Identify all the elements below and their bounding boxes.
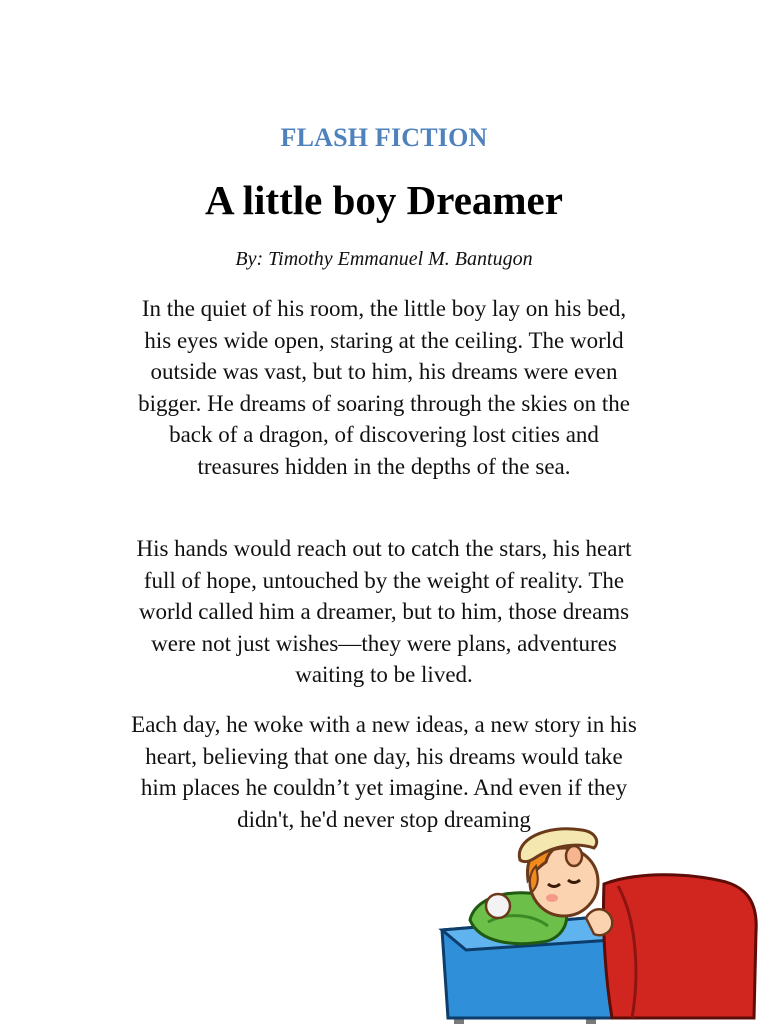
author-byline: By: Timothy Emmanuel M. Bantugon	[235, 248, 533, 270]
story-title: A little boy Dreamer	[205, 177, 563, 223]
sleeping-boy-in-bed-icon	[436, 822, 768, 1024]
genre-label: FLASH FICTION	[280, 123, 488, 152]
story-paragraph-3: Each day, he woke with a new ideas, a new story in his heart, believing that one day, his dreams would take him places he couldn’t yet imagine. And even if they didn't, he'd never stop dreaming	[131, 712, 637, 832]
story-paragraph-2: His hands would reach out to catch the stars, his heart full of hope, untouched by the weight of reality. The world called him a dreamer, but to him, those dreams were not just wishes—they were plans, adventures waiting to be lived.	[136, 536, 632, 688]
story-paragraph-1: In the quiet of his room, the little boy lay on his bed, his eyes wide open, staring at the ceiling. The world outside was vast, but to him, his dreams were even bigger. He dreams of soaring through the skies on the back of a dragon, of discovering lost cities and treasures hidden in the depths of the sea.	[138, 296, 630, 479]
